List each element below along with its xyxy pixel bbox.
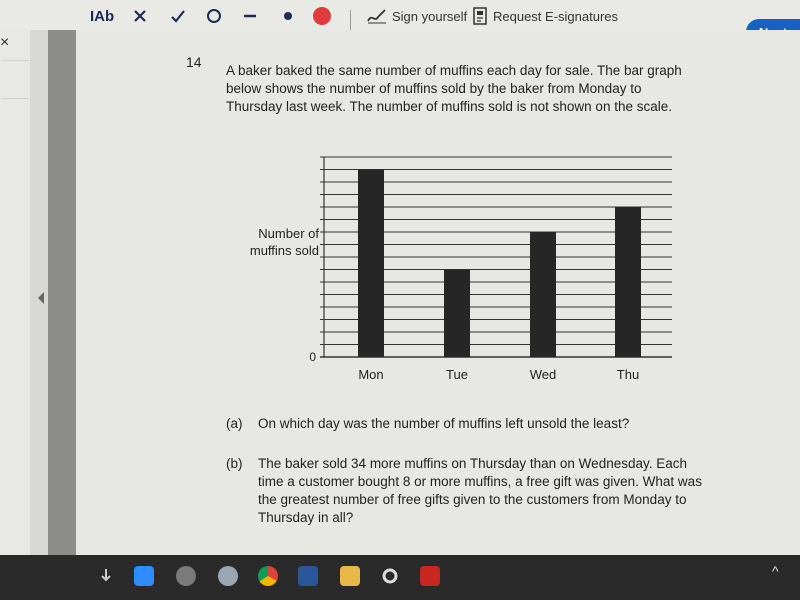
sign-yourself-button[interactable] — [366, 4, 467, 28]
request-esignatures-label: Request E-signatures — [493, 8, 619, 24]
check-mark-button[interactable] — [170, 4, 186, 28]
file-explorer-icon[interactable] — [340, 566, 360, 586]
zoom-app-icon[interactable] — [134, 566, 154, 586]
line-tool-button[interactable] — [242, 4, 258, 28]
color-picker-button[interactable] — [312, 4, 332, 28]
x-tick-label-mon: Mon — [358, 367, 384, 382]
signature-pen-icon — [366, 7, 388, 25]
circle-icon — [206, 8, 222, 24]
y-axis-label-line2: muffins sold — [249, 243, 319, 258]
acrobat-icon[interactable] — [420, 566, 440, 586]
word-icon[interactable] — [298, 566, 318, 586]
x-tick-label-wed: Wed — [529, 367, 557, 382]
toolbar-divider — [350, 10, 351, 32]
text-tool-label: IAb — [90, 7, 115, 25]
circle-tool-button[interactable] — [206, 4, 222, 28]
left-panel — [0, 30, 30, 555]
dot-tool-button[interactable] — [282, 4, 294, 28]
sidebar-gap — [30, 30, 48, 555]
settings-icon[interactable] — [380, 566, 400, 586]
panel-divider — [2, 98, 28, 99]
close-panel-button[interactable] — [0, 34, 9, 52]
text-tool-button[interactable] — [90, 4, 114, 28]
check-mark-icon — [170, 8, 186, 24]
app-icon[interactable] — [176, 566, 196, 586]
question-intro: A baker baked the same number of muffins each day for sale. The bar graph below shows the number of muffins sold by the baker from Monday to Thursday last week. The number of muffins sold is not shown on the scale. — [226, 63, 682, 114]
part-b-text: The baker sold 34 more muffins on Thursday than on Wednesday. Each time a customer bought 8 or more muffins, a free gift was given. What was the greatest number of free gifts given to the customers from Monday to Thursday in all? — [258, 456, 702, 525]
document-sign-icon — [472, 7, 488, 25]
panel-divider — [2, 60, 28, 61]
y-axis-label-line1: Number of — [258, 226, 319, 241]
color-swatch-icon — [312, 6, 332, 26]
line-icon — [242, 8, 258, 24]
x-tick-label-tue: Tue — [446, 367, 468, 382]
tray-chevron-icon[interactable]: ^ — [772, 563, 779, 579]
dot-icon — [282, 8, 294, 24]
cross-mark-button[interactable] — [132, 4, 148, 28]
question-number: 14 — [186, 54, 202, 70]
taskbar — [0, 555, 800, 600]
download-icon[interactable] — [96, 566, 116, 586]
chrome-icon[interactable] — [258, 566, 278, 586]
sign-yourself-label: Sign yourself — [392, 8, 468, 24]
cross-mark-icon — [132, 8, 148, 24]
x-tick-label-thu: Thu — [616, 367, 640, 382]
part-a-label: (a) — [226, 416, 243, 431]
document-margin — [48, 30, 76, 555]
part-b-label: (b) — [226, 456, 243, 471]
paint-app-icon[interactable] — [218, 566, 238, 586]
close-icon: × — [0, 34, 10, 51]
zero-label: 0 — [309, 350, 316, 364]
part-a-text: On which day was the number of muffins left unsold the least? — [258, 416, 630, 431]
request-esignatures-button[interactable] — [472, 4, 618, 28]
